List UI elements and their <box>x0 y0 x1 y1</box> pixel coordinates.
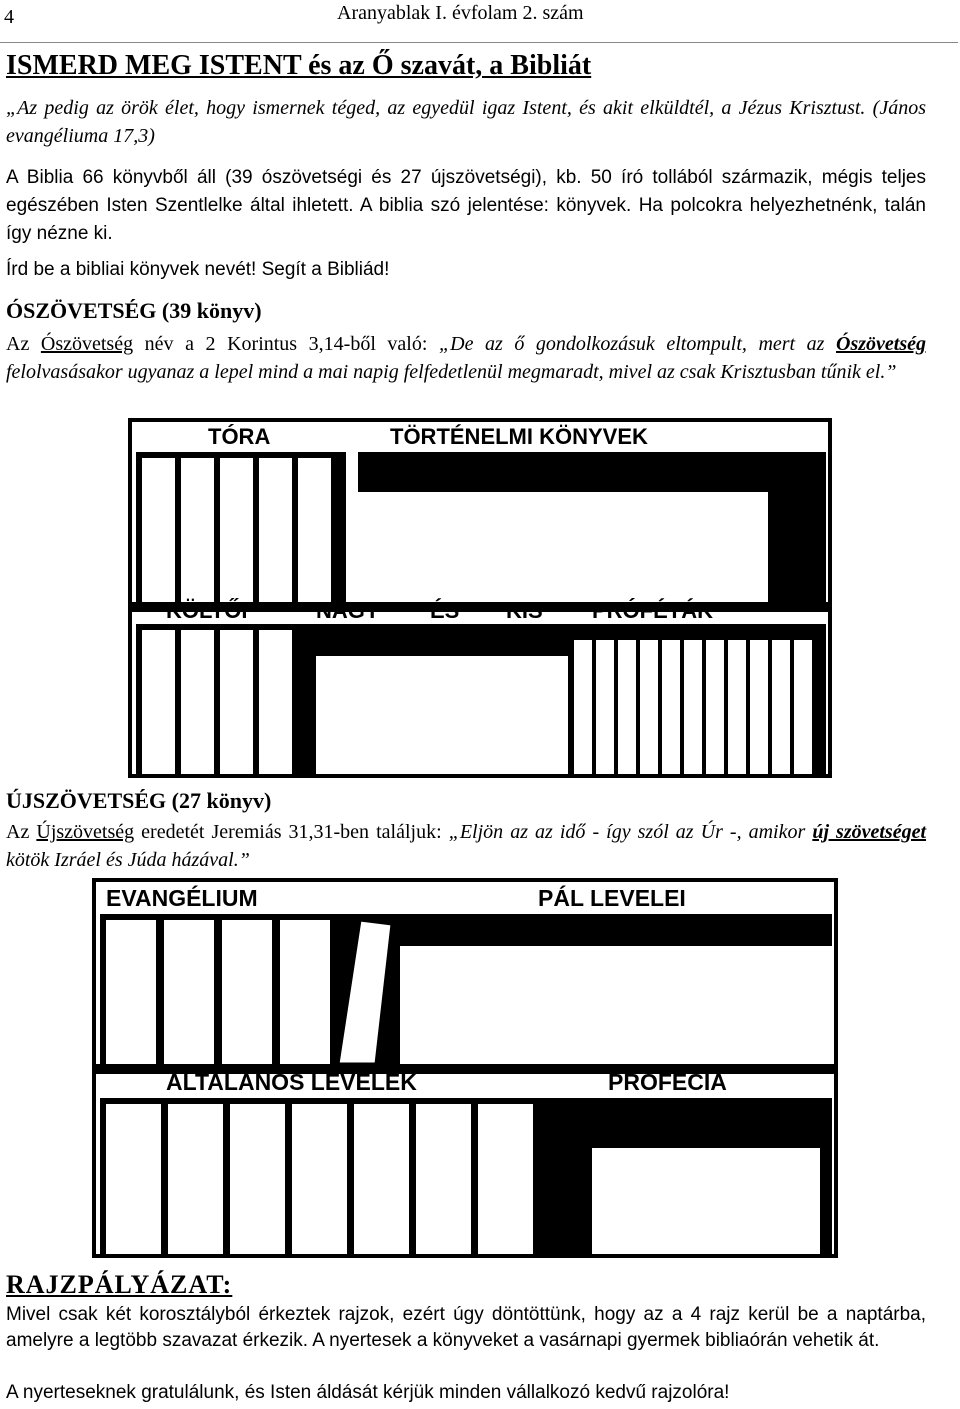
shelf-label-es: ÉS <box>430 598 460 623</box>
ot-heading: ÓSZÖVETSÉG (39 könyv) <box>6 298 262 323</box>
shelf-label-pal-levelei: PÁL LEVELEI <box>538 885 686 911</box>
contest-closing: A nyerteseknek gratulálunk, és Isten áldását kérjük minden vállalkozó kedvű rajzolóra! <box>6 1382 730 1403</box>
nt-text: eredetét Jeremiás 31,31-ben találjuk: <box>134 821 449 843</box>
shelf-label-altalanos: ÁLTALÁNOS LEVELEK <box>166 1069 417 1095</box>
contest-title: RAJZPÁLYÁZAT: <box>6 1270 233 1299</box>
contest-text: Mivel csak két korosztályból érkeztek rajzok, ezért úgy döntöttünk, hogy az a 4 rajz kerül be a naptárba, amelyre a legtöbb szavazat érkezik. A nyertesek a könyveket a vasárnapi gyermek bibliaórán vehetik át. <box>6 1304 926 1351</box>
intro-paragraph: A Biblia 66 könyvből áll (39 ószövetségi és 27 újszövetségi), kb. 50 író tollából származik, mégis teljes egészében Isten Szentlelke által ihletett. A biblia szó jelentése: könyvek. Ha polcokra helyezhetnénk, talán így nézne ki. <box>6 167 926 244</box>
shelf-label-tora: TÓRA <box>208 424 271 449</box>
shelf-label-evangelium: EVANGÉLIUM <box>106 885 258 911</box>
header-rule <box>0 42 958 43</box>
ot-bookshelf <box>128 418 833 780</box>
page-header <box>0 0 960 44</box>
section-title: ISMERD MEG ISTENT és az Ő szavát, a Bibliát <box>6 50 592 81</box>
shelf-label-kolto: KÖLTŐI <box>166 598 248 623</box>
ot-term: Ószövetség <box>40 333 134 355</box>
shelf-label-profecia: PRÓFÉCIA <box>608 1069 727 1095</box>
publication-title: Aranyablak I. évfolam 2. szám <box>337 2 584 24</box>
shelf-label-profetak: PRÓFÉTÁK <box>592 598 713 623</box>
ot-quote: felolvasásakor ugyanaz a lepel mind a mai napig felfedetlenül megmaradt, mivel az csak Krisztusban tűnik el.” <box>6 361 897 383</box>
nt-bookshelf <box>92 878 840 1260</box>
shelf-label-kis: KIS <box>506 598 543 623</box>
ot-paragraph <box>6 330 926 386</box>
page-number: 4 <box>4 6 14 28</box>
bible-quote: „Az pedig az örök élet, hogy ismernek téged, az egyedül igaz Istent, és akit elküldtél, a Jézus Krisztust. (János evangéliuma 17,3) <box>6 97 926 147</box>
nt-term: Újszövetség <box>36 821 135 843</box>
ot-text: név a 2 Korintus 3,14-ből való: <box>133 333 439 355</box>
ot-term: Ószövetség <box>836 333 927 355</box>
shelf-label-nagy: NAGY <box>316 598 380 623</box>
shelf-label-tortenelmi: TÖRTÉNELMI KÖNYVEK <box>390 424 648 449</box>
ot-text: Az <box>6 333 41 355</box>
ot-quote: „De az ő gondolkozásuk eltompult, mert az <box>439 333 837 355</box>
nt-row2-books <box>100 1098 832 1254</box>
instruction-text: Írd be a bibliai könyvek nevét! Segít a Bibliád! <box>6 259 390 280</box>
nt-term: új szövetséget <box>812 821 927 843</box>
nt-text: Az <box>6 821 37 843</box>
nt-paragraph <box>6 818 926 874</box>
nt-quote: „Eljön az az idő - így szól az Úr -, amikor <box>448 821 813 843</box>
nt-quote: kötök Izráel és Júda házával.” <box>6 849 250 871</box>
nt-heading: ÚJSZÖVETSÉG (27 könyv) <box>6 788 272 813</box>
